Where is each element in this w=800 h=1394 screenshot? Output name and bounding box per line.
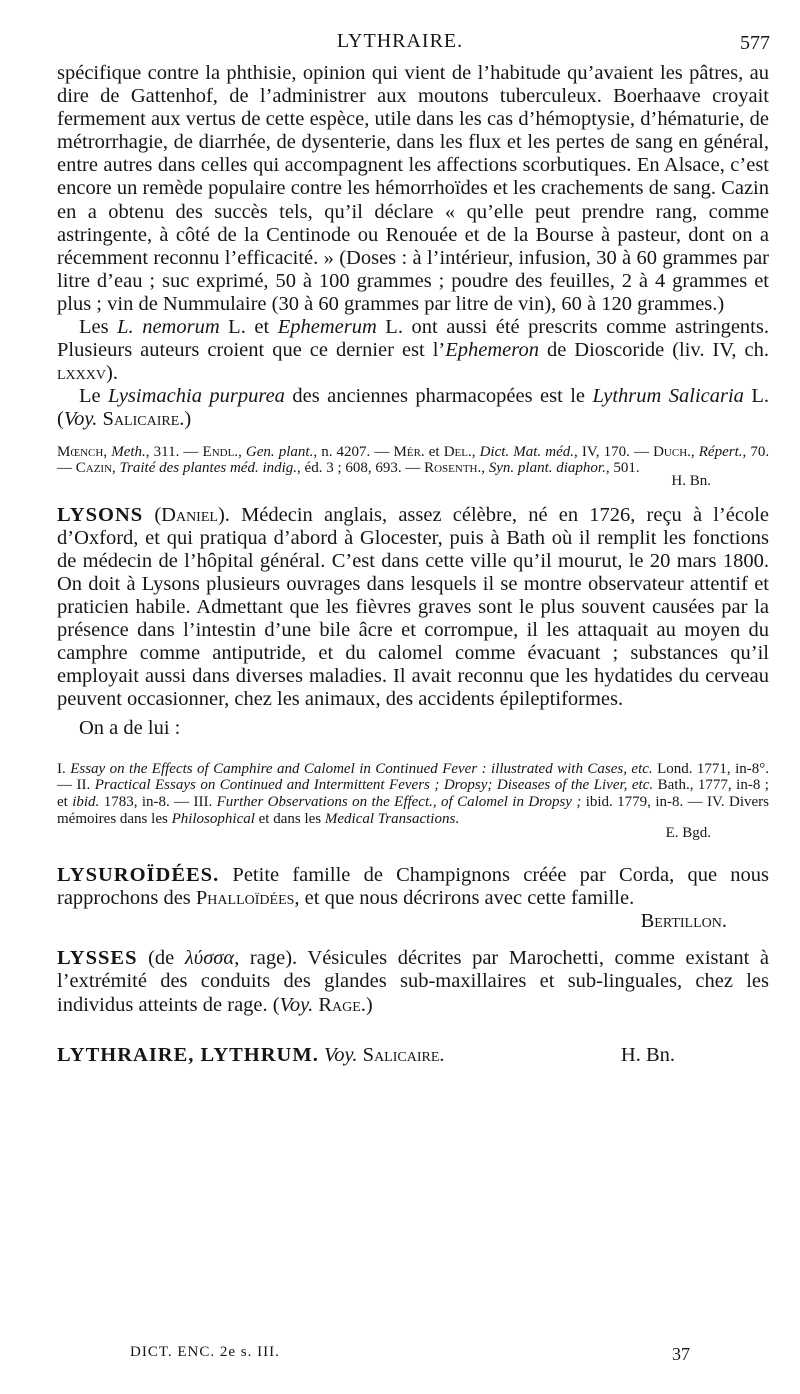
footer-signature-mark: DICT. ENC. 2e s. III. [130, 1344, 280, 1360]
page-footer [130, 1344, 690, 1368]
paragraph-lysimachia-continued: spécifique contre la phthisie, opinion qui vient de l’habitude qu’avaient les pâtres, au dire de Gattenhof, de l’administrer aux moutons tuberculeux. Boerhaave croyait fermement aux vertus de cette espèce, utile dans les cas d’hémoptysie, d’hématurie, de métrorrhagie, de diarrhée, de dysenterie, dans les flux et les pertes de sang en général, entre autres dans celles qui accompagnent les affections scorbutiques. En Alsace, c’est encore un remède populaire contre les hémorrhoïdes et les crachements de sang. Cazin en a obtenu des succès tels, qu’il déclare « qu’elle peut prendre rang, comme astringente, à côté de la Centinode ou Renouée et de la Bourse à pasteur, dont on a récemment reconnu l’efficacité. » (Doses : à l’intérieur, infusion, 30 à 60 grammes par litre d’eau ; suc exprimé, 50 à 100 grammes ; poudre des feuilles, 2 à 4 grammes et plus ; vin de Nummulaire (30 à 60 grammes par litre de vin), 60 à 120 grammes.) [57, 62, 769, 315]
references-lysimachia: Mœnch, Meth., 311. — Endl., Gen. plant., n. 4207. — Mér. et Del., Dict. Mat. méd., IV, 170. — Duch., Répert., 70. — Cazin, Traité des plantes méd. indig., éd. 3 ; 608, 693. — Rosenth., Syn. plant. diaphor., 501. [57, 443, 770, 477]
entry-lysons: LYSONS (Daniel). Médecin anglais, assez célèbre, né en 1726, reçu à l’école d’Oxford, et qui pratiqua d’abord à Glocester, puis à Bath où il remplit les fonctions de médecin de l’hôpital général. C’est dans cette ville qu’il mourut, le 20 mars 1800. On doit à Lysons plusieurs ouvrages dans lesquels il se montre observateur attentif et praticien habile. Admettant que les fièvres graves sont le plus souvent causées par la présence dans l’intestin d’une bile âcre et corrompue, il les attaquait au moyen du camphre comme antiputride, et du calomel comme évacuant ; substances qu’il employait aussi dans diverses maladies. Il avait reconnu que les hydatides du cerveau peuvent occasionner, chez les animaux, des accidents épileptiformes. [57, 503, 770, 711]
bibliography-lysons: I. Essay on the Effects of Camphire and Calomel in Continued Fever : illustrated with Cases, etc. Lond. 1771, in-8°. — II. Practical Essays on Continued and Intermittent Fevers ; Dropsy; Diseases of the Liver, etc. Bath., 1777, in-8 ; et ibid. 1783, in-8. — III. Further Observations on the Effect., of Calomel in Dropsy ; ibid. 1779, in-8. — IV. Divers mémoires dans les Philosophical et dans les Medical Transactions. [57, 760, 770, 827]
headword: LYSSES [57, 947, 138, 970]
entry-lythraire: LYTHRAIRE, LYTHRUM. Voy. Salicaire. H. Bn. [57, 1043, 675, 1066]
footer-sheet-number: 37 [672, 1344, 690, 1364]
paragraph-purpurea: Le Lysimachia purpurea des anciennes pharmacopées est le Lythrum Salicaria L. (Voy. Salicaire.) [57, 385, 769, 431]
page-number: 577 [740, 32, 770, 54]
running-title: LYTHRAIRE. [336, 30, 464, 52]
headword: LYSUROÏDÉES. [57, 864, 220, 887]
entry-lysuroidees: LYSUROÏDÉES. Petite famille de Champignons créée par Corda, que nous rapprochons des Phalloïdées, et que nous décrirons avec cette famille. [57, 864, 769, 910]
paragraph-works-intro: On a de lui : [79, 717, 181, 740]
author-signature: H. Bn. [620, 1043, 675, 1066]
headword: LYSONS [57, 503, 144, 526]
entry-lysses: LYSSES (de λύσσα, rage). Vésicules décrites par Marochetti, comme existant à l’extrémité des conduits des glandes sub-maxillaires et sub-linguales, chez les individus atteints de rage. (Voy. Rage.) [57, 947, 769, 1016]
running-header [0, 30, 800, 60]
paragraph-nemorum: Les L. nemorum L. et Ephemerum L. ont aussi été prescrits comme astringents. Plusieurs auteurs croient que ce dernier est l’Ephemeron de Dioscoride (liv. IV, ch. lxxxv). [57, 316, 769, 385]
page-body [57, 62, 769, 1067]
headword: LYTHRAIRE, LYTHRUM. [57, 1043, 319, 1066]
author-signature: H. Bn. [671, 472, 711, 489]
author-signature: E. Bgd. [665, 825, 711, 842]
author-signature: Bertillon. [640, 910, 727, 933]
